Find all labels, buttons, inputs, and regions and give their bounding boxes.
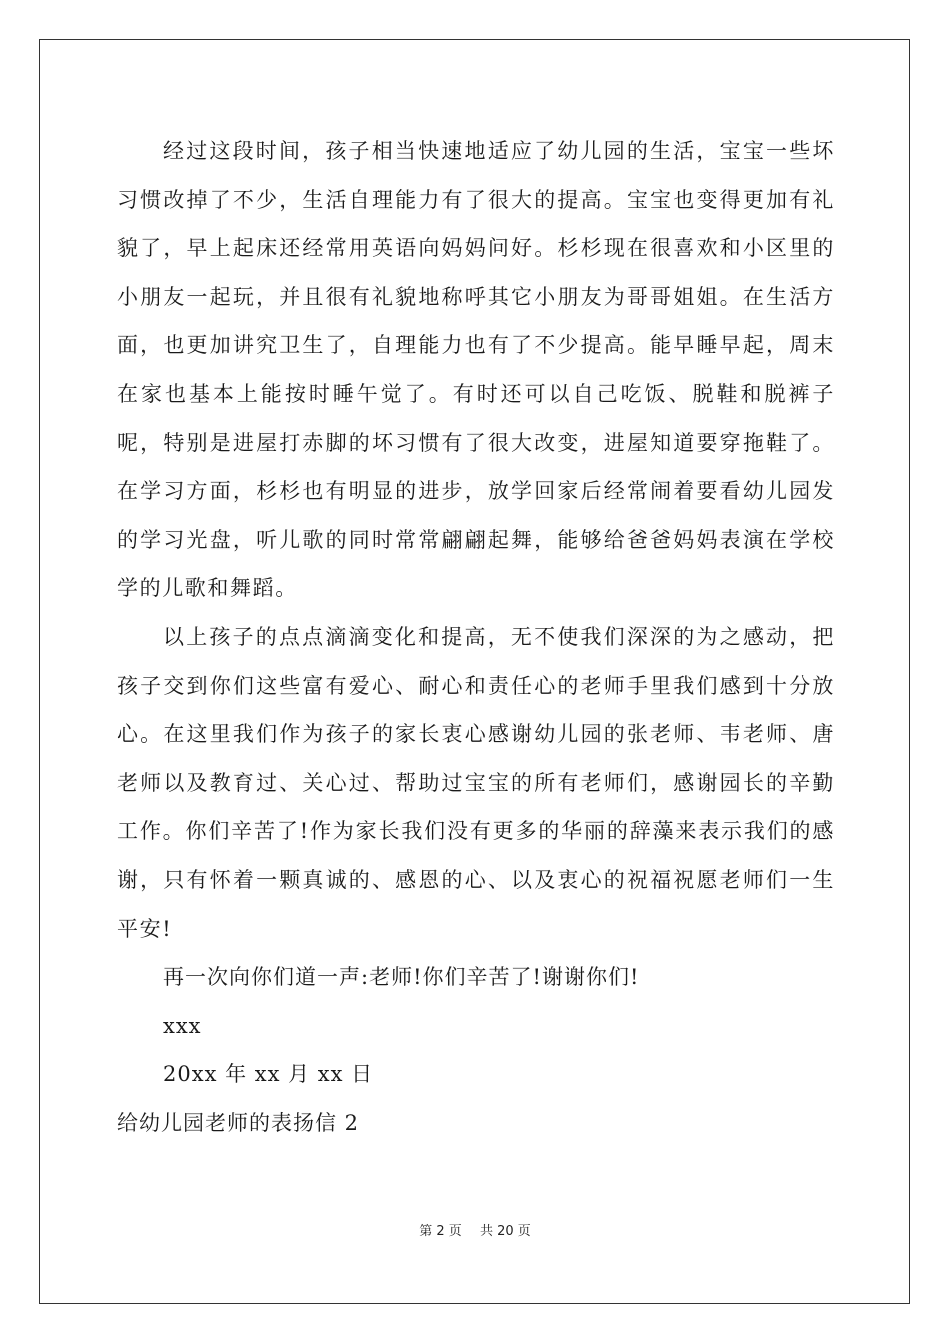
signature: xxx (163, 1013, 202, 1038)
date-line: 20xx 年 xx 月 xx 日 (163, 1062, 374, 1087)
paragraph-progress: 经过这段时间，孩子相当快速地适应了幼儿园的生活，宝宝一些坏习惯改掉了不少，生活自理能力有了很大的提高。宝宝也变得更加有礼貌了，早上起床还经常用英语向妈妈问好。杉杉现在很喜欢和小区里的小朋友一起玩，并且很有礼貌地称呼其它小朋友为哥哥姐姐。在生活方面，也更加讲究卫生了，自理能力也有了不少提高。能早睡早起，周末在家也基本上能按时睡午觉了。有时还可以自己吃饭、脱鞋和脱裤子呢，特别是进屋打赤脚的坏习惯有了很大改变，进屋知道要穿拖鞋了。在学习方面，杉杉也有明显的进步，放学回家后经常闹着要看幼儿园发的学习光盘，听儿歌的同时常常翩翩起舞，能够给爸爸妈妈表演在学校学的儿歌和舞蹈。 (117, 139, 835, 601)
page-number: 第 2 页 (419, 1224, 462, 1239)
page-total: 共 20 页 (479, 1224, 531, 1239)
paragraph-thanks: 再一次向你们道一声:老师!你们辛苦了!谢谢你们! (163, 965, 640, 990)
paragraph-gratitude: 以上孩子的点点滴滴变化和提高，无不使我们深深的为之感动，把孩子交到你们这些富有爱心、耐心和责任心的老师手里我们感到十分放心。在这里我们作为孩子的家长衷心感谢幼儿园的张老师、韦老师、唐老师以及教育过、关心过、帮助过宝宝的所有老师们，感谢园长的辛勤工作。你们辛苦了!作为家长我们没有更多的华丽的辞藻来表示我们的感谢，只有怀着一颗真诚的、感恩的心、以及衷心的祝福祝愿老师们一生平安! (117, 624, 835, 941)
next-letter-title: 给幼儿园老师的表扬信 2 (117, 1110, 360, 1135)
letter-body (117, 127, 835, 1147)
page-footer (0, 1220, 950, 1239)
